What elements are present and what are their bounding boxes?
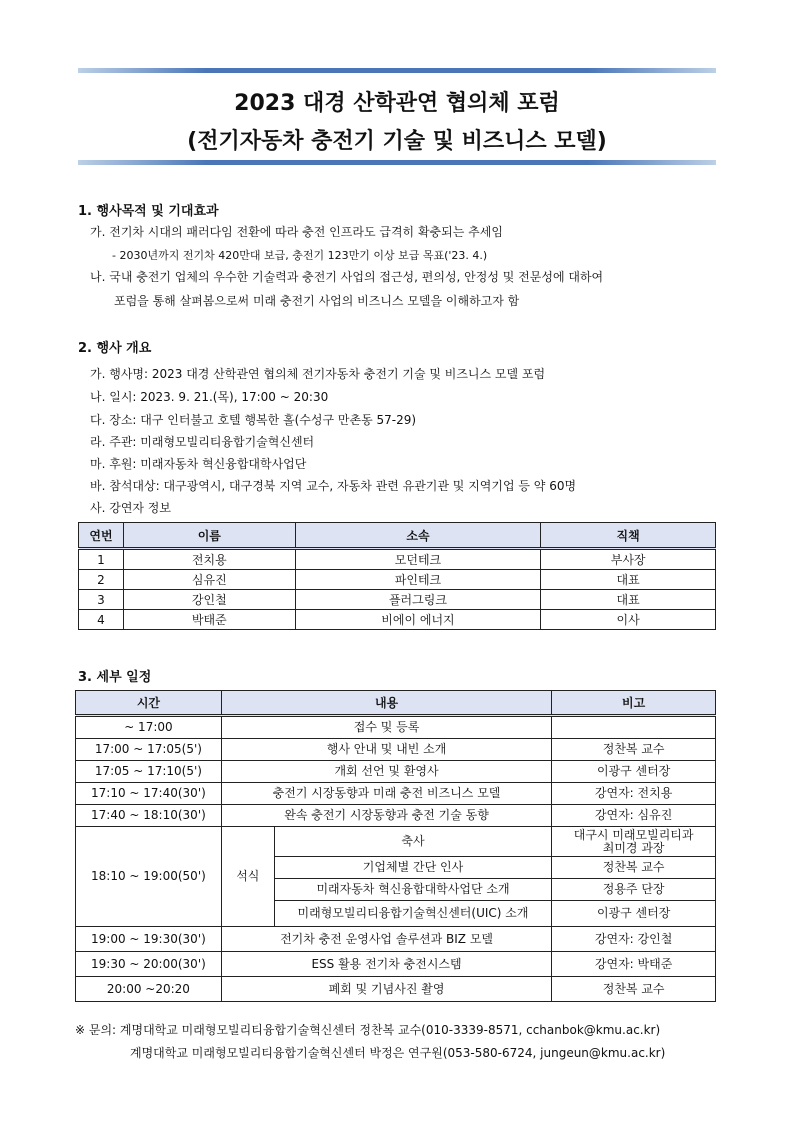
- section1-item-na: 나. 국내 충전기 업체의 우수한 기술력과 충전기 사업의 접근성, 편의성, 안정성 및 전문성에 대하여: [90, 270, 604, 284]
- table-row: [79, 549, 716, 570]
- table-header-row: [79, 523, 716, 549]
- time-cell: 17:10 ~ 17:40(30'): [76, 783, 222, 805]
- time-cell: 17:40 ~ 18:10(30'): [76, 805, 222, 827]
- note-cell: 강연자: 강인철: [552, 927, 716, 952]
- column-header: 내용: [221, 691, 551, 716]
- section2-item: 마. 후원: 미래자동차 혁신융합대학사업단: [90, 457, 307, 471]
- section2-item: 나. 일시: 2023. 9. 21.(목), 17:00 ~ 20:30: [90, 390, 329, 404]
- note-cell: 강연자: 심유진: [552, 805, 716, 827]
- column-header: 비고: [552, 691, 716, 716]
- table-row: [76, 739, 716, 761]
- table-row: [79, 590, 716, 610]
- table-cell: 이사: [541, 610, 716, 630]
- section3-heading: 3. 세부 일정: [78, 670, 152, 685]
- note-cell: 정찬복 교수: [552, 739, 716, 761]
- table-row: [76, 827, 716, 857]
- section1-item-na-cont: 포럼을 통해 살펴봄으로써 미래 충전기 사업의 비즈니스 모델을 이해하고자 함: [114, 294, 520, 308]
- note-cell: [552, 827, 716, 857]
- table-row: [76, 977, 716, 1002]
- table-cell: 강인철: [123, 590, 295, 610]
- column-header: 이름: [123, 523, 295, 549]
- section1-item-ga: 가. 전기차 시대의 패러다임 전환에 따라 충전 인프라도 급격히 확충되는 추세임: [90, 225, 503, 239]
- table-cell: 부사장: [541, 549, 716, 570]
- table-cell: 박태준: [123, 610, 295, 630]
- table-cell: 모던테크: [295, 549, 541, 570]
- table-row: [76, 761, 716, 783]
- note-cell: 이광구 센터장: [552, 901, 716, 927]
- content-cell: 충전기 시장동향과 미래 충전 비즈니스 모델: [221, 783, 551, 805]
- column-header: 연번: [79, 523, 124, 549]
- time-cell: 19:30 ~ 20:00(30'): [76, 952, 222, 977]
- note-cell: 강연자: 박태준: [552, 952, 716, 977]
- content-cell: 축사: [274, 827, 552, 857]
- section1-heading: 1. 행사목적 및 기대효과: [78, 204, 219, 219]
- table-cell: 전치용: [123, 549, 295, 570]
- note-cell: 이광구 센터장: [552, 761, 716, 783]
- table-cell: 2: [79, 570, 124, 590]
- column-header: 시간: [76, 691, 222, 716]
- time-cell: 20:00 ~20:20: [76, 977, 222, 1002]
- table-row: [79, 610, 716, 630]
- time-cell: ~ 17:00: [76, 716, 222, 739]
- table-cell: 4: [79, 610, 124, 630]
- note-cell: 정용주 단장: [552, 879, 716, 901]
- note-line: 대구시 미래모빌리티과: [573, 827, 694, 842]
- content-cell: 전기차 충전 운영사업 솔루션과 BIZ 모델: [221, 927, 551, 952]
- content-cell: ESS 활용 전기차 충전시스템: [221, 952, 551, 977]
- schedule-table: [75, 690, 716, 1002]
- content-cell: 행사 안내 및 내빈 소개: [221, 739, 551, 761]
- speaker-table: [78, 522, 716, 630]
- content-cell: 기업체별 간단 인사: [274, 857, 552, 879]
- section2-heading: 2. 행사 개요: [78, 341, 152, 356]
- table-cell: 파인테크: [295, 570, 541, 590]
- note-cell: 강연자: 전치용: [552, 783, 716, 805]
- content-cell: 폐회 및 기념사진 촬영: [221, 977, 551, 1002]
- table-cell: 1: [79, 549, 124, 570]
- contact-line-2: 계명대학교 미래형모빌리티융합기술혁신센터 박정은 연구원(053-580-6724, jungeun@kmu.ac.kr): [130, 1046, 666, 1060]
- note-cell: [552, 716, 716, 739]
- section2-item: 가. 행사명: 2023 대경 산학관연 협의체 전기자동차 충전기 기술 및 비즈니스 모델 포럼: [90, 367, 546, 381]
- content-cell: 접수 및 등록: [221, 716, 551, 739]
- content-cell: 미래자동차 혁신융합대학사업단 소개: [274, 879, 552, 901]
- table-cell: 비에이 에너지: [295, 610, 541, 630]
- table-row: [76, 716, 716, 739]
- document-subtitle: (전기자동차 충전기 기술 및 비즈니스 모델): [187, 129, 607, 154]
- table-cell: 대표: [541, 590, 716, 610]
- table-row: [76, 952, 716, 977]
- section2-item: 다. 장소: 대구 인터불고 호텔 행복한 홀(수성구 만촌동 57-29): [90, 413, 417, 427]
- time-cell: 17:00 ~ 17:05(5'): [76, 739, 222, 761]
- section2-item: 사. 강연자 정보: [90, 501, 171, 515]
- note-line: 최미경 과장: [602, 840, 665, 855]
- table-row: [79, 570, 716, 590]
- table-cell: 3: [79, 590, 124, 610]
- table-row: [76, 805, 716, 827]
- table-row: [76, 927, 716, 952]
- contact-line-1: ※ 문의: 계명대학교 미래형모빌리티융합기술혁신센터 정찬복 교수(010-3339-8571, cchanbok@kmu.ac.kr): [75, 1023, 661, 1037]
- table-cell: 플러그링크: [295, 590, 541, 610]
- column-header: 소속: [295, 523, 541, 549]
- note-cell: 정찬복 교수: [552, 857, 716, 879]
- dinner-label-cell: 석식: [221, 827, 274, 927]
- document-title: 2023 대경 산학관연 협의체 포럼: [234, 91, 560, 116]
- table-header-row: [76, 691, 716, 716]
- content-cell: 완속 충전기 시장동향과 충전 기술 동향: [221, 805, 551, 827]
- time-cell: 17:05 ~ 17:10(5'): [76, 761, 222, 783]
- table-row: [76, 783, 716, 805]
- content-cell: 개회 선언 및 환영사: [221, 761, 551, 783]
- table-cell: 심유진: [123, 570, 295, 590]
- column-header: 직책: [541, 523, 716, 549]
- header-top-bar: [78, 68, 716, 73]
- section2-item: 라. 주관: 미래형모빌리티융합기술혁신센터: [90, 435, 315, 449]
- section1-item-ga-sub: - 2030년까지 전기차 420만대 보급, 충전기 123만기 이상 보급 목표('23. 4.): [112, 249, 488, 262]
- section2-item: 바. 참석대상: 대구광역시, 대구경북 지역 교수, 자동차 관련 유관기관 및 지역기업 등 약 60명: [90, 479, 577, 493]
- content-cell: 미래형모빌리티융합기술혁신센터(UIC) 소개: [274, 901, 552, 927]
- time-cell: 19:00 ~ 19:30(30'): [76, 927, 222, 952]
- table-cell: 대표: [541, 570, 716, 590]
- header-bottom-bar: [78, 160, 716, 165]
- note-cell: 정찬복 교수: [552, 977, 716, 1002]
- time-cell: 18:10 ~ 19:00(50'): [76, 827, 222, 927]
